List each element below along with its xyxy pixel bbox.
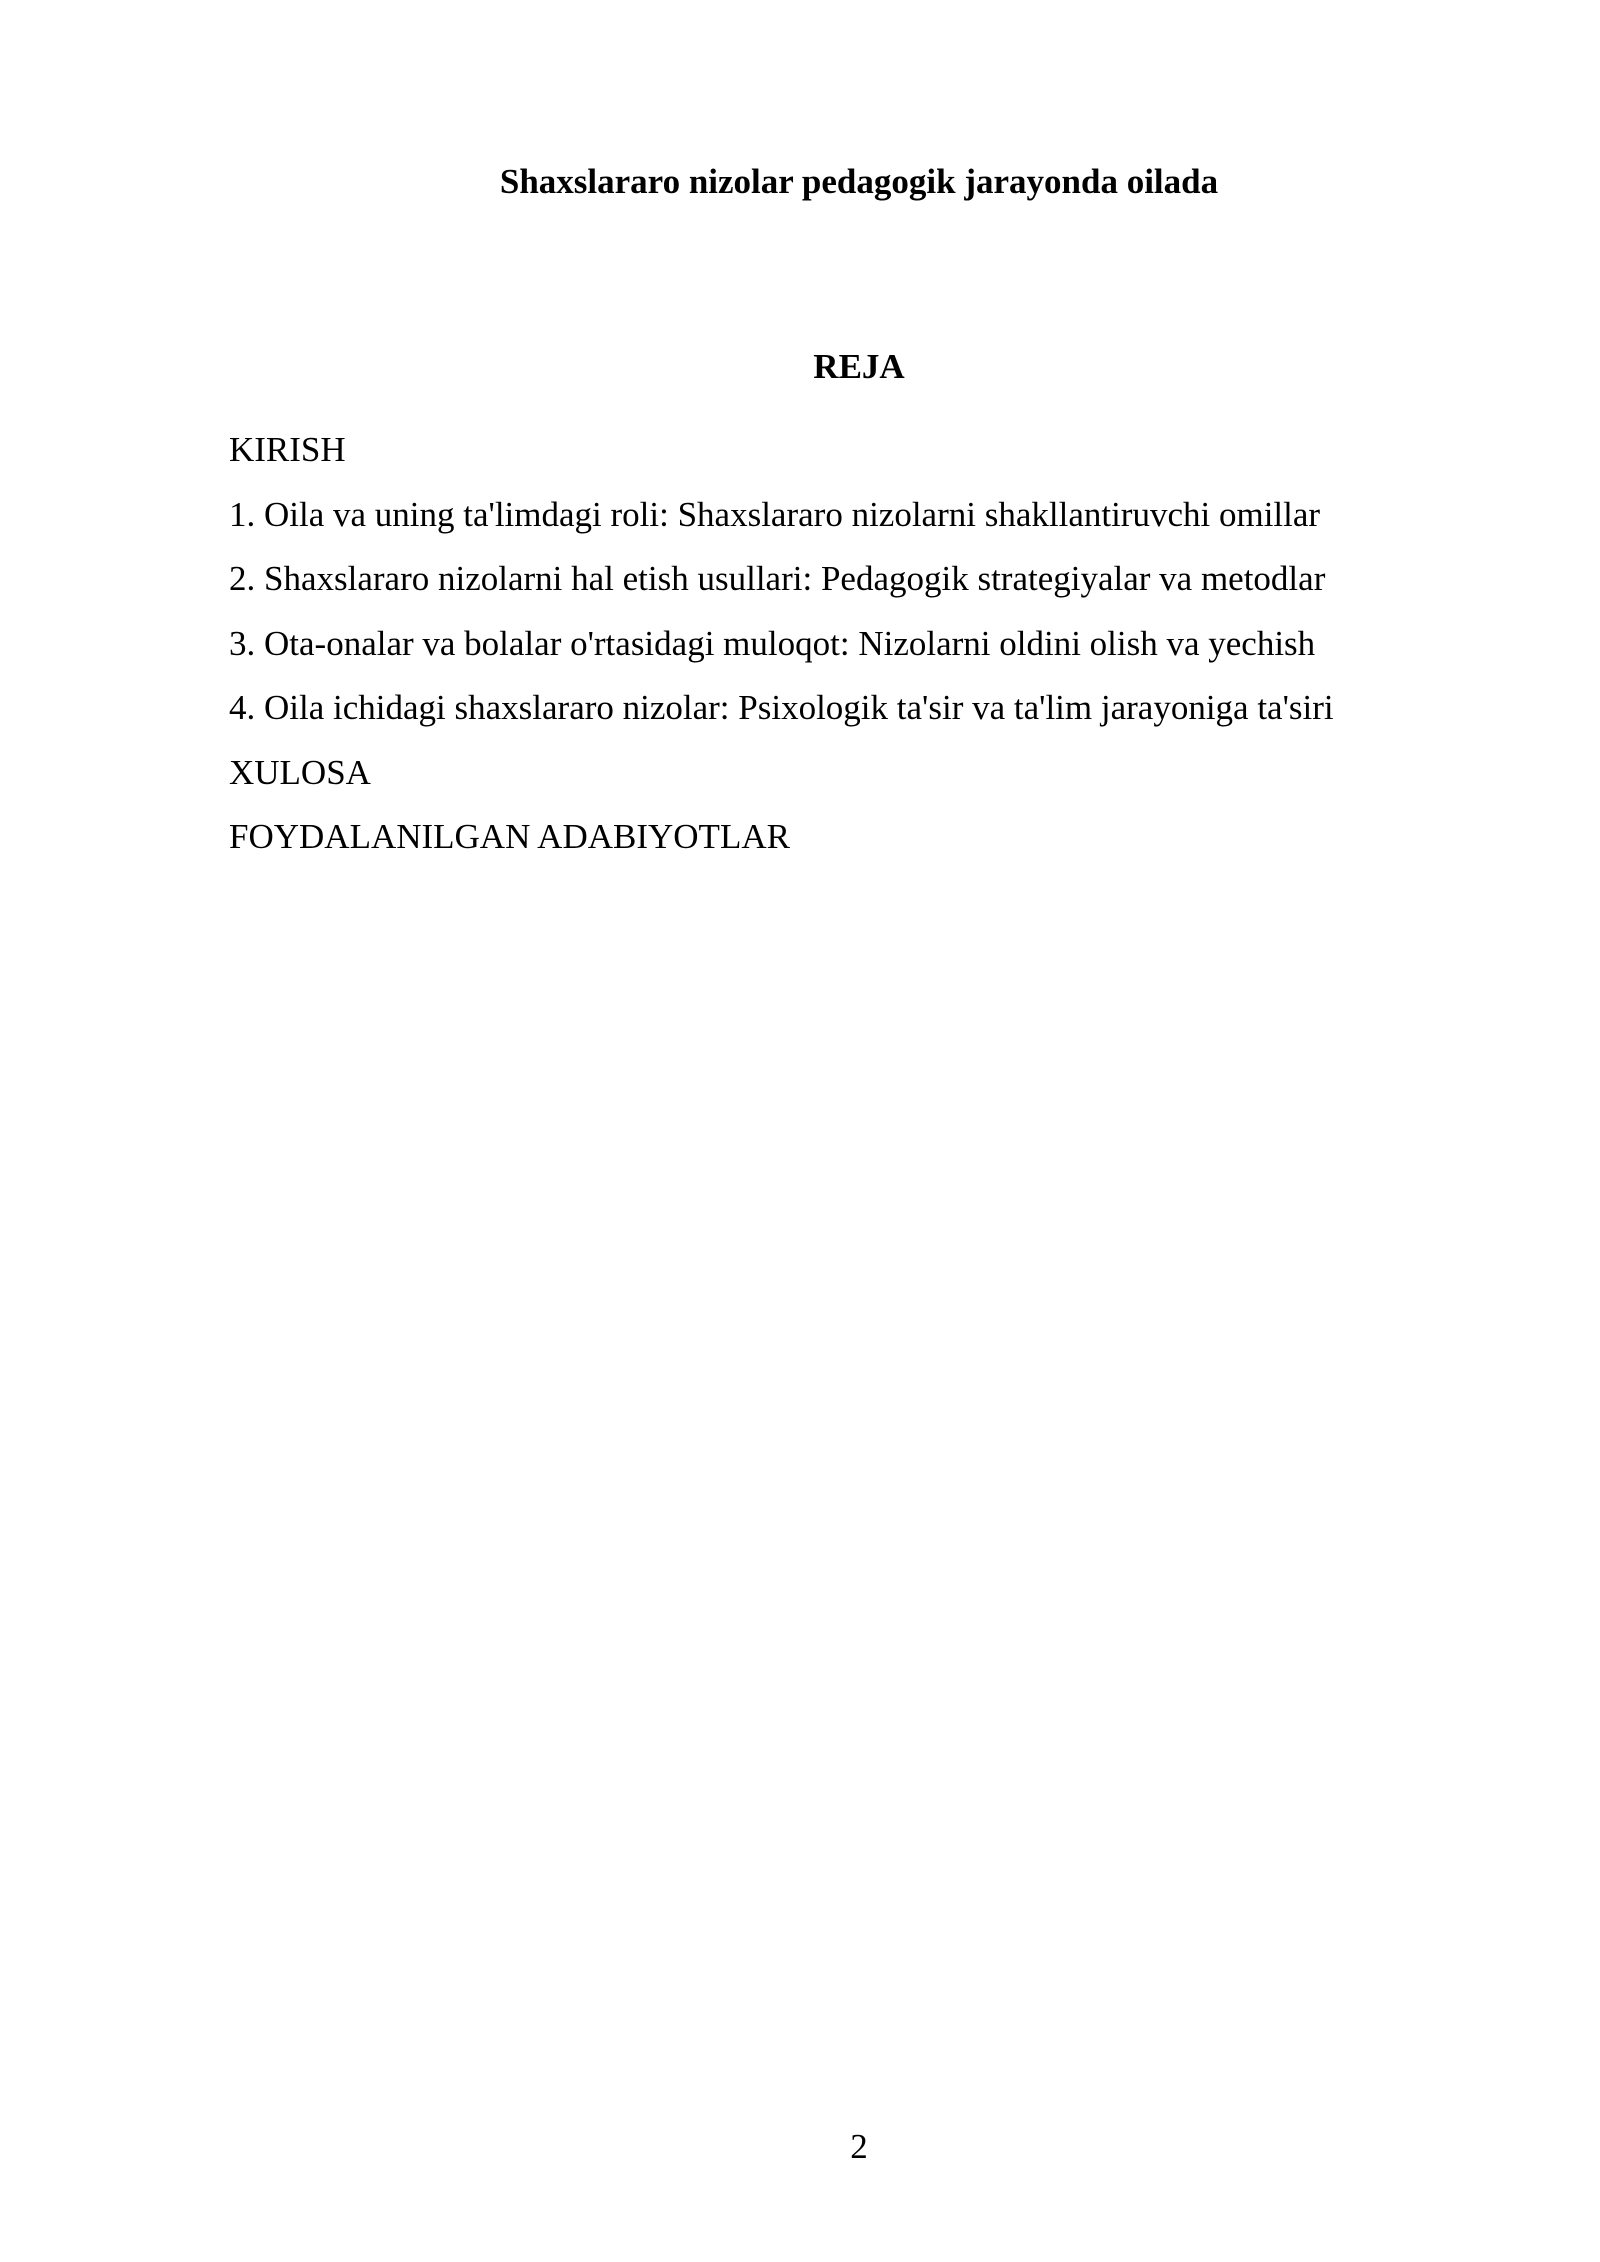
plan-item-4: 4. Oila ichidagi shaxslararo nizolar: Psixologik ta'sir va ta'lim jarayoniga ta'siri bbox=[229, 688, 1334, 727]
plan-item-3: 3. Ota-onalar va bolalar o'rtasidagi muloqot: Nizolarni oldini olish va yechish bbox=[229, 623, 1316, 663]
document-title: Shaxslararo nizolar pedagogik jarayonda oilada bbox=[499, 162, 1219, 201]
plan-item-2: 2. Shaxslararo nizolarni hal etish usullari: Pedagogik strategiyalar va metodlar bbox=[229, 559, 1326, 598]
plan-list bbox=[229, 418, 1334, 870]
plan-item-conclusion: XULOSA bbox=[229, 752, 371, 792]
plan-heading: REJA bbox=[813, 347, 905, 386]
plan-item-references: FOYDALANILGAN ADABIYOTLAR bbox=[229, 817, 790, 856]
plan-item-1: 1. Oila va uning ta'limdagi roli: Shaxslararo nizolarni shakllantiruvchi omillar bbox=[229, 494, 1321, 534]
page-number: 2 bbox=[850, 2127, 868, 2166]
plan-item-introduction: KIRISH bbox=[229, 430, 346, 469]
